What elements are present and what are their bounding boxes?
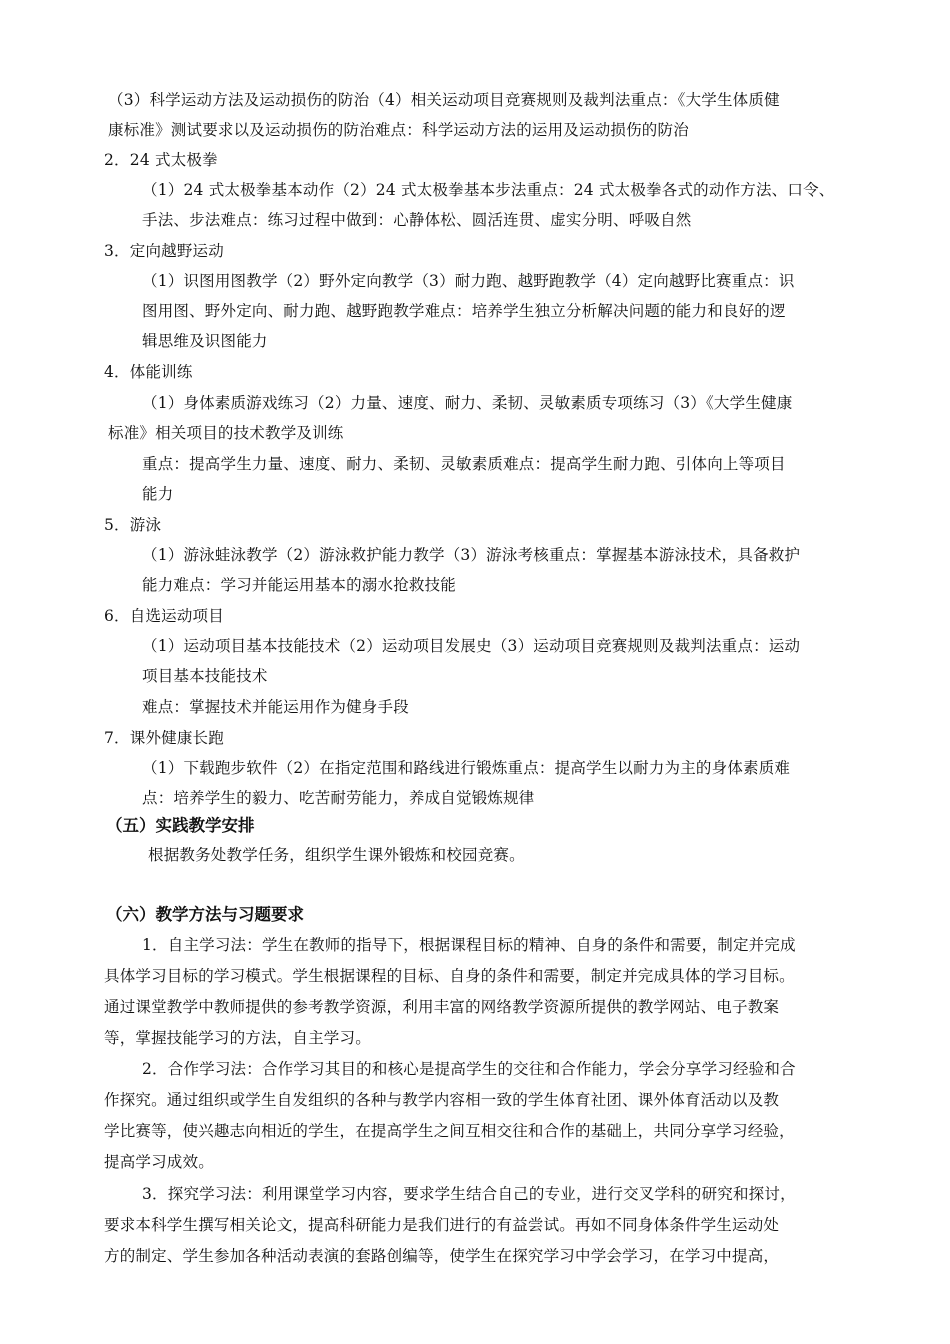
text-line: （1）游泳蛙泳教学（2）游泳救护能力教学（3）游泳考核重点：掌握基本游泳技术，具备救护 — [142, 546, 801, 564]
text-line: （1）24 式太极拳基本动作（2）24 式太极拳基本步法重点：24 式太极拳各式的动作方法、口令、 — [142, 181, 835, 199]
text-line: 难点：掌握技术并能运用作为健身手段 — [142, 698, 409, 716]
text-line: 康标准》测试要求以及运动损伤的防治难点：科学运动方法的运用及运动损伤的防治 — [108, 121, 689, 139]
text-line: 3．探究学习法：利用课堂学习内容，要求学生结合自己的专业，进行交叉学科的研究和探讨， — [142, 1185, 796, 1203]
text-line: 通过课堂教学中教师提供的参考教学资源，利用丰富的网络教学资源所提供的教学网站、电子教案 — [104, 998, 780, 1016]
section-item-heading: 4．体能训练 — [104, 363, 193, 381]
text-line: 能力难点：学习并能运用基本的溺水抢救技能 — [142, 576, 457, 594]
text-line: 能力 — [142, 485, 174, 503]
text-line: （1）运动项目基本技能技术（2）运动项目发展史（3）运动项目竞赛规则及裁判法重点：运动 — [142, 637, 801, 655]
text-line: 辑思维及识图能力 — [142, 332, 268, 350]
text-line: 项目基本技能技术 — [142, 667, 268, 685]
text-line: 作探究。通过组织或学生自发组织的各种与教学内容相一致的学生体育社团、课外体育活动以及教 — [104, 1091, 780, 1109]
text-line: 提高学习成效。 — [104, 1153, 214, 1171]
text-line: 1．自主学习法：学生在教师的指导下，根据课程目标的精神、自身的条件和需要，制定并完成 — [142, 936, 796, 954]
section-item-heading: 6．自选运动项目 — [104, 607, 224, 625]
section-heading-methods: （六）教学方法与习题要求 — [106, 905, 304, 924]
text-line: 2．合作学习法：合作学习其目的和核心是提高学生的交往和合作能力，学会分享学习经验和合 — [142, 1060, 796, 1078]
text-line: 点：培养学生的毅力、吃苦耐劳能力，养成自觉锻炼规律 — [142, 789, 535, 807]
text-line: 图用图、野外定向、耐力跑、越野跑教学难点：培养学生独立分析解决问题的能力和良好的逻 — [142, 302, 786, 320]
section-item-heading: 5．游泳 — [104, 516, 162, 534]
section-item-heading: 2．24 式太极拳 — [104, 151, 218, 169]
text-line: 根据教务处教学任务，组织学生课外锻炼和校园竞赛。 — [148, 846, 525, 864]
text-line: （3）科学运动方法及运动损伤的防治（4）相关运动项目竞赛规则及裁判法重点：《大学生体质健 — [108, 91, 780, 109]
text-line: 等，掌握技能学习的方法，自主学习。 — [104, 1029, 371, 1047]
section-heading-practice: （五）实践教学安排 — [106, 816, 255, 835]
text-line: （1）下载跑步软件（2）在指定范围和路线进行锻炼重点：提高学生以耐力为主的身体素质难 — [142, 759, 791, 777]
text-line: 具体学习目标的学习模式。学生根据课程的目标、自身的条件和需要，制定并完成具体的学习目标。 — [104, 967, 795, 985]
text-line: 重点：提高学生力量、速度、耐力、柔韧、灵敏素质难点：提高学生耐力跑、引体向上等项目 — [142, 455, 786, 473]
section-item-heading: 3．定向越野运动 — [104, 242, 224, 260]
text-line: 方的制定、学生参加各种活动表演的套路创编等，使学生在探究学习中学会学习，在学习中提高， — [104, 1247, 780, 1265]
text-line: 标准》相关项目的技术教学及训练 — [108, 424, 344, 442]
section-item-heading: 7．课外健康长跑 — [104, 729, 224, 747]
text-line: 要求本科学生撰写相关论文，提高科研能力是我们进行的有益尝试。再如不同身体条件学生运动处 — [104, 1216, 780, 1234]
text-line: （1）身体素质游戏练习（2）力量、速度、耐力、柔韧、灵敏素质专项练习（3）《大学生健康 — [142, 394, 793, 412]
text-line: 学比赛等，使兴趣志向相近的学生，在提高学生之间互相交往和合作的基础上，共同分享学习经验， — [104, 1122, 795, 1140]
text-line: （1）识图用图教学（2）野外定向教学（3）耐力跑、越野跑教学（4）定向越野比赛重点：识 — [142, 272, 795, 290]
text-line: 手法、步法难点：练习过程中做到：心静体松、圆活连贯、虚实分明、呼吸自然 — [142, 211, 692, 229]
